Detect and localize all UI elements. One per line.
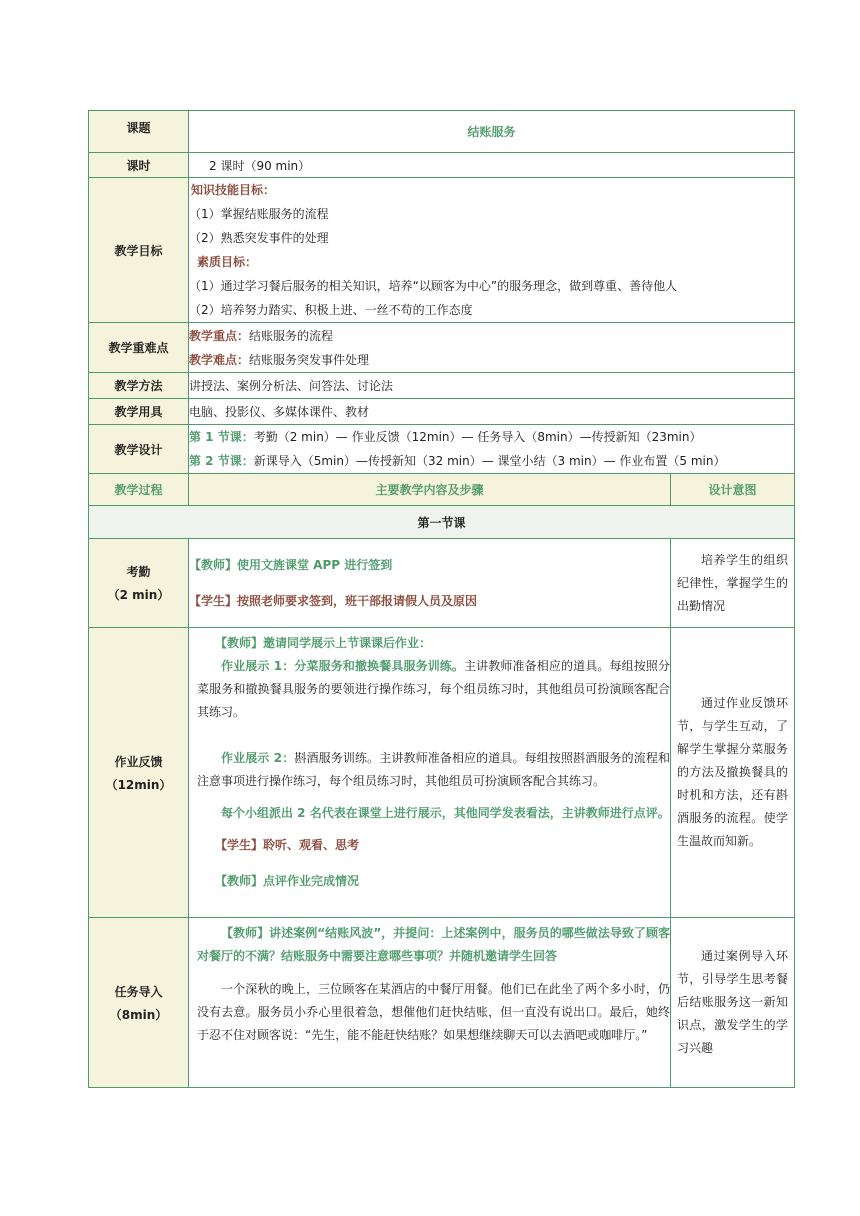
key-points-label: 教学重难点: [89, 323, 189, 373]
step-task-row: [89, 918, 795, 1088]
methods-value: 讲授法、案例分析法、问答法、讨论法: [189, 373, 795, 399]
quality-heading: 素质目标：: [197, 255, 258, 269]
difficulty-label: 教学难点：: [189, 352, 250, 367]
intent-text: 通过案例导入环节，引导学生思考餐后结账服务这一新知识点，激发学生的学习兴趣: [677, 949, 789, 1055]
tools-value: 电脑、投影仪、多媒体课件、教材: [189, 399, 795, 425]
knowledge-heading: 知识技能目标：: [191, 183, 276, 197]
task-story: 一个深秋的晚上，三位顾客在某酒店的中餐厅用餐。他们已在此坐了两个多小时，仍没有去意。服务员小乔心里很着急，想催他们赶快结账，但一直没有说出口。最后，她终于忍不住对顾客说：“先生，能不能赶快结账？如果想继续聊天可以去酒吧或咖啡厅。”: [197, 982, 670, 1042]
section-row: [89, 506, 795, 539]
methods-row: [89, 373, 795, 399]
knowledge-item: （2）熟悉突发事件的处理: [189, 231, 329, 245]
key-points-row: [89, 323, 795, 373]
show2-text: 斟酒服务训练。主讲教师准备相应的道具。每组按照斟酒服务的流程和注意事项进行操作练习，每个组员练习时，其他组员可扮演顾客配合其练习。: [197, 751, 670, 788]
tools-row: [89, 399, 795, 425]
difficulty-value: 结账服务突发事件处理: [249, 352, 370, 367]
feedback-teacher-intro: 【教师】邀请同学展示上节课课后作业：: [215, 636, 432, 650]
process-header-col1: 教学过程: [89, 474, 189, 506]
key-points-content: [189, 323, 795, 373]
step-attendance-content: [189, 539, 671, 628]
topic-row: [89, 111, 795, 153]
page-title: 结账服务: [189, 111, 795, 153]
lesson1-label: 第 1 节课：: [189, 430, 254, 444]
feedback-group-text: 每个小组派出 2 名代表在课堂上进行展示，其他同学发表看法，主讲教师进行点评。: [221, 806, 670, 820]
step-name: 考勤: [126, 565, 151, 579]
show2-label: 作业展示 2：: [221, 751, 295, 765]
period-label: 课时: [89, 153, 189, 178]
knowledge-item: （1）掌握结账服务的流程: [189, 207, 329, 221]
design-label: 教学设计: [89, 425, 189, 474]
lesson2-label: 第 2 节课：: [189, 454, 254, 468]
step-time: （8min）: [109, 1007, 168, 1022]
step-attendance-row: [89, 539, 795, 628]
topic-label: 课题: [89, 111, 189, 153]
quality-item: （1）通过学习餐后服务的相关知识，培养“以顾客为中心”的服务理念，做到尊重、善待他人: [189, 279, 678, 293]
step-task-intent: [671, 918, 795, 1088]
lesson2-value: 新课导入（5min）—传授新知（32 min）— 课堂小结（3 min）— 作业布置（5 min）: [253, 454, 726, 468]
objectives-label: 教学目标: [89, 178, 189, 323]
quality-item: （2）培养努力踏实、积极上进、一丝不苟的工作态度: [189, 303, 473, 317]
feedback-student: 【学生】聆听、观看、思考: [215, 838, 360, 852]
attendance-student: 【学生】按照老师要求签到，班干部报请假人员及原因: [189, 593, 478, 608]
methods-label: 教学方法: [89, 373, 189, 399]
lesson-plan-table: [88, 110, 795, 1088]
step-time: （12min）: [105, 777, 172, 792]
attendance-teacher: 【教师】使用文旌课堂 APP 进行签到: [189, 557, 393, 572]
design-row: [89, 425, 795, 474]
design-content: [189, 425, 795, 474]
period-value: 2 课时（90 min）: [189, 153, 795, 178]
task-teacher: 【教师】讲述案例“结账风波”，并提问：上述案例中，服务员的哪些做法导致了顾客对餐厅的不满？结账服务中需要注意哪些事项？并随机邀请学生回答: [197, 926, 670, 963]
show1-text: 主讲教师准备相应的道具。每组按照分菜服务和撤换餐具服务的要领进行操作练习，每个组员练习时，其他组员可扮演顾客配合其练习。: [197, 659, 670, 719]
objectives-row: [89, 178, 795, 323]
step-feedback-content: [189, 628, 671, 918]
objectives-content: [189, 178, 795, 323]
step-feedback-intent: [671, 628, 795, 918]
step-name: 作业反馈: [114, 754, 163, 769]
step-task-label: [89, 918, 189, 1088]
show1-label: 作业展示 1：分菜服务和撤换餐具服务训练。: [221, 659, 465, 673]
process-header-row: [89, 474, 795, 506]
period-row: [89, 153, 795, 178]
key-label: 教学重点：: [189, 328, 250, 343]
step-feedback-row: [89, 628, 795, 918]
step-feedback-label: [89, 628, 189, 918]
step-attendance-label: [89, 539, 189, 628]
step-attendance-intent: [671, 539, 795, 628]
feedback-teacher-review: 【教师】点评作业完成情况: [215, 874, 360, 888]
step-time: （2 min）: [107, 588, 170, 602]
tools-label: 教学用具: [89, 399, 189, 425]
step-name: 任务导入: [114, 984, 163, 999]
step-task-content: [189, 918, 671, 1088]
lesson1-value: 考勤（2 min）— 作业反馈（12min）— 任务导入（8min）—传授新知（23min）: [253, 430, 702, 444]
process-header-col2: 主要教学内容及步骤: [189, 474, 671, 506]
section-title: 第一节课: [89, 506, 795, 539]
key-value: 结账服务的流程: [249, 328, 334, 343]
process-header-col3: 设计意图: [671, 474, 795, 506]
intent-text: 培养学生的组织纪律性，掌握学生的出勤情况: [677, 552, 789, 613]
intent-text: 通过作业反馈环节，与学生互动，了解学生掌握分菜服务的方法及撤换餐具的时机和方法，还有斟酒服务的流程。使学生温故而知新。: [677, 696, 789, 848]
